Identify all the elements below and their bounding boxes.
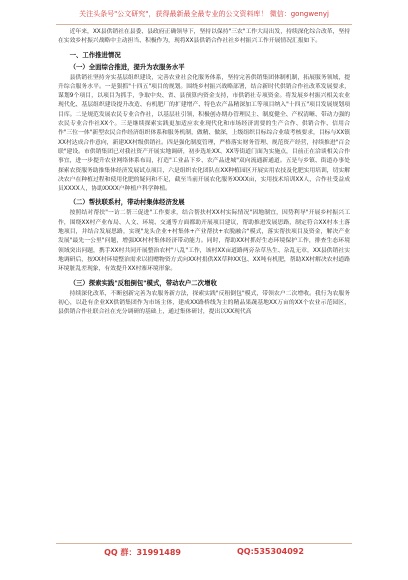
- section-heading: 一、工作推进情况: [69, 50, 121, 59]
- header-banner: 关注头条号"公文研究"，获得最新最全最专业的公文资料库！ 微信：gongwenyj: [79, 10, 329, 18]
- intro-paragraph: 近年来，XX县供销社在县委、县政府正确领导下，坚持以保持"三农"工作大局出发，持续深化综合改革，坚持在实效乡村振兴战略中主动担当、积极作为，现将XX县供销合作社社乡村振兴工作开展情况汇报如下。: [58, 29, 350, 45]
- header-divider: [56, 24, 352, 25]
- subsection-heading-3: （三）探索实践"反租倒包"模式，带动农户二次增收: [69, 278, 217, 287]
- footer: [0, 547, 408, 558]
- footer-divider: [56, 543, 352, 544]
- footer-qq: QQ:535304092: [237, 547, 304, 556]
- footer-qq-group: QQ 群：31991489: [104, 548, 181, 557]
- subsection-3-body: 持续深化改革，不断创新完善为农服务新方法，探索实践"反租倒包"模式，带领农户二次增收。我行为农服务初心，以赴有企业XX供销集团作为市场主体，建成XX路桥线为主的精品果蔬基地XX万亩的XX个农业示范园区，县供销合作社联合社在充分调研的基础上，通过集体研讨，提出以XX现代高: [58, 290, 350, 316]
- subsection-heading-1: （一）全面综合推进，提升为农服务水平: [69, 62, 185, 71]
- document-body: [58, 28, 350, 320]
- subsection-2-body: 按照结对帮扶"一访二帮三促进"工作要求，结合帮扶村XX村实际情况"因地制宜，因势利导"开展乡村振兴工作，围绕XX村产业布局、人文、环境、交通等方面都助开展项目建议，帮助推进发展思路，制定符合XX村本土落地项目，并结合发展思路，实现"龙头企业+村集体+产业帮扶+农脱融合"模式，落实帮扶项目及资金，解决产业发展"最先一公里"问题，增强XX村村集体经济带动能力。同时，帮助XX村抓好生态环境保护工作，排查生态环境领域突出问题，携手XX村共同开展整治农村"八乱"工作，该村XX亩道路两旁杂草丛生、杂乱无章，XX县供销社实地调研后，按XX村环境整治需求以捐赠物资方式向XX村捐供XX草种XX包、XX吨有机肥，帮助XX村解决农村道路环境脏乱差现象，有效提升XX村寨环境形象。: [58, 210, 350, 273]
- subsection-heading-2: （二）帮扶联系村，带动村集体经济发展: [69, 198, 185, 207]
- subsection-1-body: 县供销社坚持夯实基层组织建设，完善农业社会化服务体系，坚持完善供销集团体制机制，拓展服务领域，提升综合服务水平。一是狠抓"十四五"项目的规划。围绕乡村振兴战略部署，结合新时代供销合作社改革发展要求，谋划9个项目，以项目为抓手，争取中央、省、县预算内资金支持，市供销社专项资金。将发展乡村振兴相关农业现代化、基层组织建设提升改造、有机肥厂的扩建增产、特色农产品精深加工等项目纳入"十四五"项目发展规划项目库。二是规范发展农民专业合作社，以基层社引领，积极创办期办管理民主、制度健全、产权清晰、带动力强的农民专业合作社XX个。三是继续探索实践更加适应农业现代化和市场经济需要的生产合作、供销合作、信用合作"三位一体"新型农民合作经济组织体系和服务机制，做精、做深，上级组织目标综合业绩考核要求，目标与XX镇XX村达成合作意向，新建XX村级供销社。四是强化制度管理，严格落实财务管理、规范资产经营，持续推进"百会联"建设。市供销集团已对我社资产开展实地调研，初步选址XX、XX等街道门面为实施点，目前正在洽谈相关合作事宜，进一步提升农业网络体系布局，打造"工业品下乡、农产品进城"双向流通新通道。五是与乡镇、街道办事处探索农资服务助推集体经济发展试点项目，六是组织农化团队在XX种植园区开展实用农技及化肥实用培训，切实解决农户在种植过程和使用化肥的疑问和不足，截至当前开展农化服务XXXX亩，实用技术培训XX人，合作社受益成员XXXX人，协助XXXX户种植户科学种植。: [58, 74, 350, 193]
